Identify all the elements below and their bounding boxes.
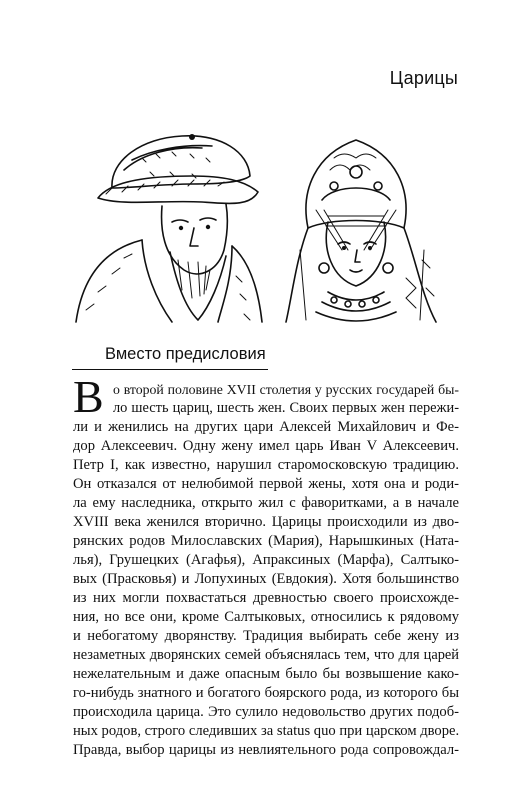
illustration-tsar-and-tsaritsa: [72, 110, 464, 325]
text-line: вых (Прасковья) и Лопухиных (Евдокия). Хотя большинство: [73, 571, 459, 587]
text-line: го-нибудь знатного и богатого боярского рода, из которого бы: [73, 685, 459, 701]
text-line: нежелательным и даже опасным было бы возвышение како-: [73, 666, 459, 682]
text-line: Петр I, как известно, нарушил старомосковскую традицию.: [73, 457, 459, 473]
body-text: [73, 380, 459, 760]
tsaritsa-portrait: [286, 140, 436, 322]
text-line: ло шесть цариц, шесть жен. Своих первых жен пережи-: [113, 400, 459, 416]
text-line: ла ему наследника, открыто жил с фаворитками, а в начале: [73, 495, 459, 511]
text-line: и небогатому дворянству. Традиция выбирать себе жену из: [73, 628, 459, 644]
drop-cap: В: [73, 371, 104, 422]
running-head: Царицы: [389, 68, 458, 88]
text-line: ных родов, строго следивших за status quo при царском дворе.: [73, 723, 460, 739]
text-line: из них могли похвастаться древностью своего происхожде-: [73, 590, 459, 606]
text-line: происходила царица. Это сулило недовольство других подоб-: [73, 704, 459, 720]
chapter-title: Вместо предисловия: [105, 345, 266, 363]
text-line: ния, но все они, кроме Салтыковых, относились к рядовому: [73, 609, 459, 625]
text-line: дор Алексеевич. Одну жену имел царь Иван V Алексеевич.: [73, 438, 459, 454]
text-line: Правда, выбор царицы из невлиятельного рода сопровождал-: [73, 742, 459, 758]
text-line: ли и женились на других цари Алексей Михайлович и Фе-: [73, 419, 459, 435]
text-line: лья), Грушецких (Агафья), Апраксиных (Марфа), Салтыко-: [73, 552, 459, 568]
text-line: о второй половине XVII столетия у русских государей бы-: [113, 382, 459, 397]
text-line: Он отказался от нелюбимой первой жены, хотя она и роди-: [73, 476, 459, 492]
text-line: XVIII века женился вторично. Царицы происходили из дво-: [73, 514, 459, 530]
tsar-portrait: [76, 134, 262, 322]
chapter-rule: [72, 369, 268, 370]
text-line: рянских родов Милославских (Мария), Нарышкиных (Ната-: [73, 533, 459, 549]
text-line: незаметных дворянских семей объяснялась тем, что для царей: [73, 647, 459, 663]
